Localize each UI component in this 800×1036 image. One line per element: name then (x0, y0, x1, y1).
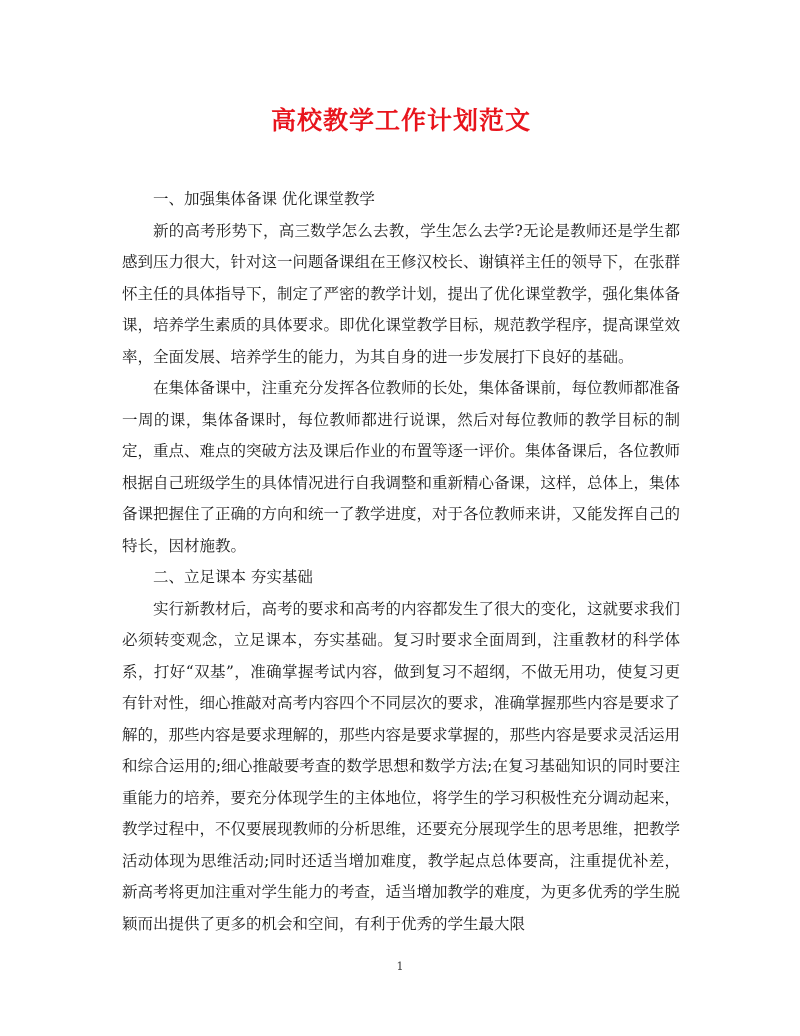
paragraph-3: 实行新教材后，高考的要求和高考的内容都发生了很大的变化，这就要求我们必须转变观念，立足课本，夯实基础。复习时要求全面周到，注重教材的科学体系，打好“双基”，准确掌握考试内容，做到复习不超纲，不做无用功，使复习更有针对性，细心推敲对高考内容四个不同层次的要求，准确掌握那些内容是要求了解的，那些内容是要求理解的，那些内容是要求掌握的，那些内容是要求灵活运用和综合运用的;细心推敲要考查的数学思想和数学方法;在复习基础知识的同时要注重能力的培养，要充分体现学生的主体地位，将学生的学习积极性充分调动起来，教学过程中，不仅要展现教师的分析思维，还要充分展现学生的思考思维，把教学活动体现为思维活动;同时还适当增加难度，教学起点总体要高，注重提优补差，新高考将更加注重对学生能力的考查，适当增加教学的难度，为更多优秀的学生脱颖而出提供了更多的机会和空间，有利于优秀的学生最大限 (122, 599, 681, 933)
section-heading-1: 一、加强集体备课 优化课堂教学 (153, 190, 375, 208)
paragraph-2: 在集体备课中，注重充分发挥各位教师的长处，集体备课前，每位教师都准备一周的课，集体备课时，每位教师都进行说课，然后对每位教师的教学目标的制定，重点、难点的突破方法及课后作业的布置等逐一评价。集体备课后，各位教师根据自己班级学生的具体情况进行自我调整和重新精心备课，这样，总体上，集体备课把握住了正确的方向和统一了教学进度，对于各位教师来讲，又能发挥自己的特长，因材施教。 (122, 379, 681, 555)
document-title: 高校教学工作计划范文 (270, 106, 531, 135)
document-body (122, 184, 680, 940)
section-heading-2: 二、立足课本 夯实基础 (153, 568, 313, 586)
page-number: 1 (396, 960, 404, 973)
paragraph-1: 新的高考形势下，高三数学怎么去教，学生怎么去学?无论是教师还是学生都感到压力很大，针对这一问题备课组在王修汉校长、谢镇祥主任的领导下，在张群怀主任的具体指导下，制定了严密的教学计划，提出了优化课堂教学，强化集体备课，培养学生素质的具体要求。即优化课堂教学目标，规范教学程序，提高课堂效率，全面发展、培养学生的能力，为其自身的进一步发展打下良好的基础。 (122, 221, 681, 366)
